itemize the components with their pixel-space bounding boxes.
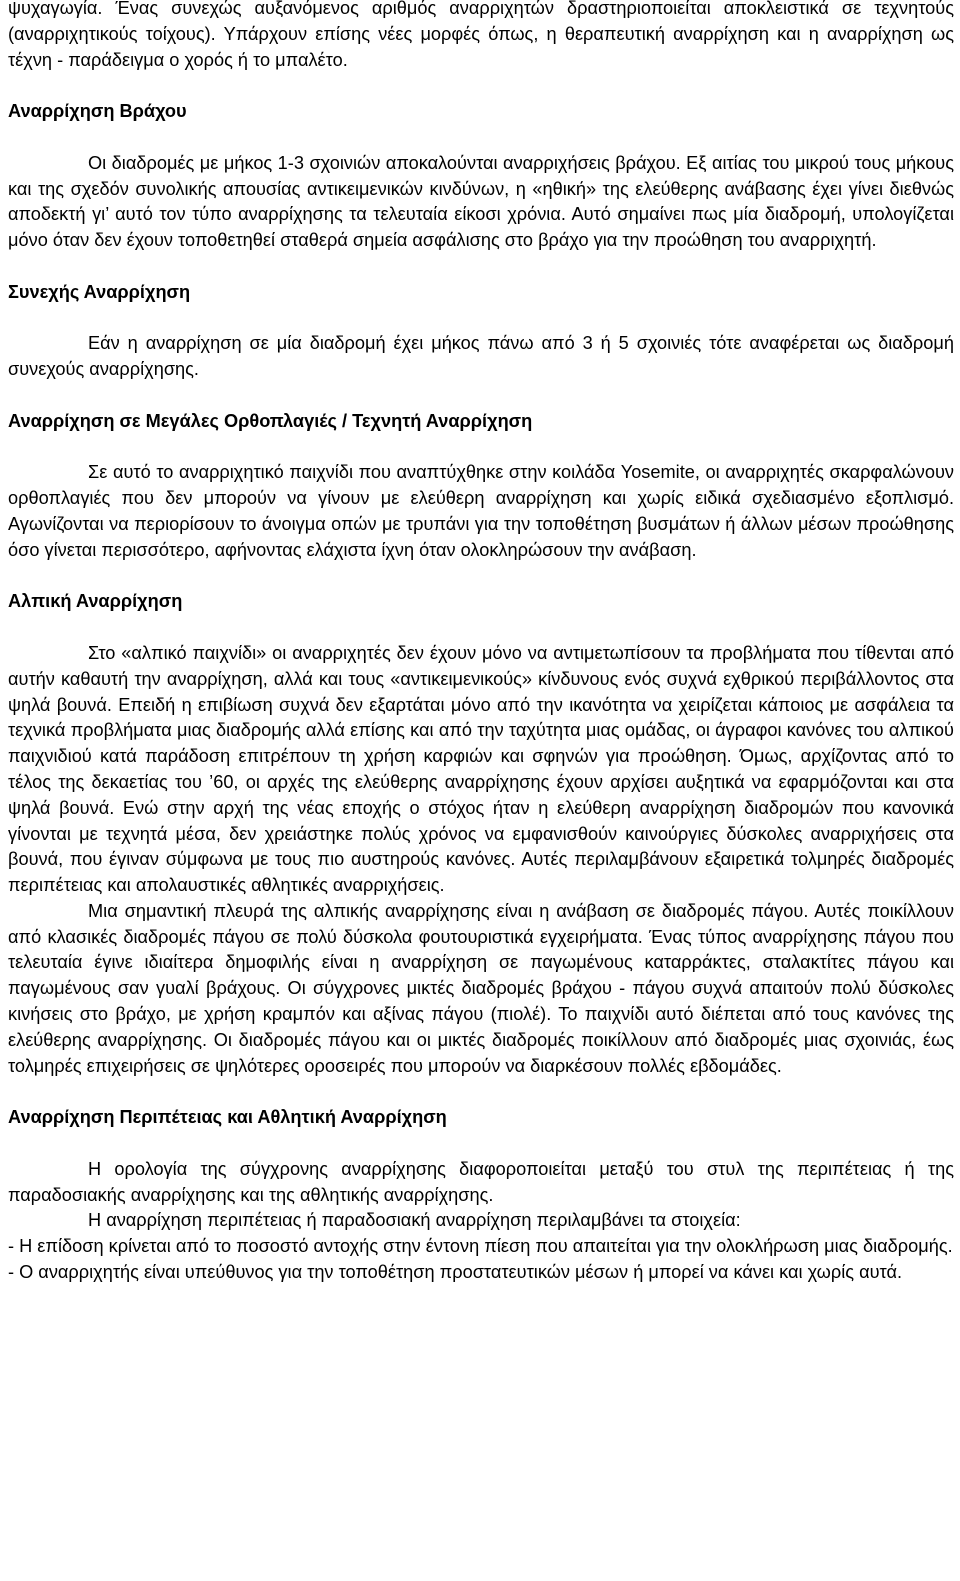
section-heading-adventure: Αναρρίχηση Περιπέτειας και Αθλητική Αναρρίχηση: [8, 1107, 447, 1128]
intro-paragraph: ψυχαγωγία. Ένας συνεχώς αυξανόμενος αριθμός αναρριχητών δραστηριοποιείται αποκλειστικά σε τεχνητούς (αναρριχητικούς τοίχους). Υπάρχουν επίσης νέες μορφές όπως, η θεραπευτική αναρρίχηση και η αναρρίχηση ως τέχνη - παράδειγμα ο χορός ή το μπαλέτο.: [8, 0, 954, 70]
adventure-paragraph-1: Η ορολογία της σύγχρονης αναρρίχησης διαφοροποιείται μεταξύ του στυλ της περιπέτειας ή της παραδοσιακής αναρρίχησης και της αθλητικής αναρρίχησης.: [8, 1158, 954, 1205]
list-item: - Η επίδοση κρίνεται από το ποσοστό αντοχής στην έντονη πίεση που απαιτείται για την ολοκλήρωση μιας διαδρομής.: [8, 1236, 953, 1257]
section-heading-alpine: Αλπική Αναρρίχηση: [8, 591, 183, 612]
section-heading-bouldering: Αναρρίχηση Βράχου: [8, 101, 187, 122]
alpine-paragraph-2: Μια σημαντική πλευρά της αλπικής αναρρίχησης είναι η ανάβαση σε διαδρομές πάγου. Αυτές ποικίλλουν από κλασικές διαδρομές πάγου σε πολύ δύσκολα φουτουριστικά εγχειρήματα. Ένας τύπος αναρρίχησης πάγου που τελευταία έγινε ιδιαίτερα δημοφιλής είναι η αναρρίχηση σε παγωμένους καταρράκτες, σταλακτίτες πάγου και παγωμένους σαν γυαλί βράχους. Οι σύγχρονες μικτές διαδρομές βράχου - πάγου συχνά απαιτούν πολύ δύσκολες κινήσεις στο βράχο, με χρήση κραμπόν και αξίνας πάγου (πιολέ). Το παιχνίδι αυτό διέπεται από τους κανόνες της ελεύθερης αναρρίχησης. Οι διαδρομές πάγου και οι μικτές διαδρομές ποικίλλουν από διαδρομές μιας σχοινιάς, έως τολμηρές επιχειρήσεις σε ψηλότερες οροσειρές που μπορούν να διαρκέσουν πολλές εβδομάδες.: [8, 900, 954, 1076]
alpine-paragraph-1: Στο «αλπικό παιχνίδι» οι αναρριχητές δεν έχουν μόνο να αντιμετωπίσουν τα προβλήματα που τίθενται από αυτήν καθαυτή την αναρρίχηση, αλλά και τους «αντικειμενικούς» κίνδυνους ενός συχνά εχθρικού περιβάλλοντος στα ψηλά βουνά. Επειδή η επιβίωση συχνά δεν εξαρτάται μόνο από την ικανότητα να χειρίζεται κάποιος με ασφάλεια τα τεχνικά προβλήματα μιας διαδρομής αλλά επίσης και από την ταχύτητα μιας ομάδας, οι άγραφοι κανόνες του αλπικού παιχνιδιού κατά παράδοση επιτρέπουν τη χρήση καρφιών και σφηνών για προώθηση. Όμως, αρχίζοντας από το τέλος της δεκαετίας του ’60, οι αρχές της ελεύθερης αναρρίχησης έχουν αρχίσει αυξητικά να εφαρμόζονται και στα ψηλά βουνά. Ενώ στην αρχή της νέας εποχής ο στόχος ήταν η ελεύθερη αναρρίχηση διαδρομών που κανονικά γίνονται με τεχνητά μέσα, δεν χρειάστηκε πολύς χρόνος να εμφανισθούν καινούργιες δύσκολες αναρριχήσεις στα βουνά, που έγιναν σύμφωνα με τους πιο αυστηρούς κανόνες. Αυτές περιλαμβάνουν εξαιρετικά τολμηρές διαδρομές περιπέτειας και απολαυστικές αθλητικές αναρριχήσεις.: [8, 642, 954, 896]
section-heading-continuous: Συνεχής Αναρρίχηση: [8, 281, 191, 302]
adventure-paragraph-2: Η αναρρίχηση περιπέτειας ή παραδοσιακή αναρρίχηση περιλαμβάνει τα στοιχεία:: [88, 1210, 741, 1231]
continuous-paragraph: Εάν η αναρρίχηση σε μία διαδρομή έχει μήκος πάνω από 3 ή 5 σχοινιές τότε αναφέρεται ως διαδρομή συνεχούς αναρρίχησης.: [8, 333, 954, 380]
list-item: - Ο αναρριχητής είναι υπεύθυνος για την τοποθέτηση προστατευτικών μέσων ή μπορεί να κάνει και χωρίς αυτά.: [8, 1262, 903, 1283]
bigwall-paragraph: Σε αυτό το αναρριχητικό παιχνίδι που αναπτύχθηκε στην κοιλάδα Yosemite, οι αναρριχητές σκαρφαλώνουν ορθοπλαγιές που δεν μπορούν να γίνουν με ελεύθερη αναρρίχηση και χωρίς ειδικά σχεδιασμένο εξοπλισμό. Αγωνίζονται να περιορίσουν το άνοιγμα οπών με τρυπάνι για την τοποθέτηση βυσμάτων ή άλλων μέσων προώθησης όσο γίνεται περισσότερο, αφήνοντας ελάχιστα ίχνη όταν ολοκληρώσουν την ανάβαση.: [8, 462, 954, 560]
bouldering-paragraph: Οι διαδρομές με μήκος 1-3 σχοινιών αποκαλούνται αναρριχήσεις βράχου. Εξ αιτίας του μικρού τους μήκους και της σχεδόν συνολικής απουσίας αντικειμενικών κινδύνων, η «ηθική» της ελεύθερης ανάβασης έχει γίνει διεθνώς αποδεκτή γι’ αυτό τον τύπο αναρρίχησης τα τελευταία είκοσι χρόνια. Αυτό σημαίνει πως μία διαδρομή, υπολογίζεται μόνο όταν δεν έχουν τοποθετηθεί σταθερά σημεία ασφάλισης στο βράχο για την προώθηση του αναρριχητή.: [8, 152, 954, 251]
section-heading-bigwall: Αναρρίχηση σε Μεγάλες Ορθοπλαγιές / Τεχνητή Αναρρίχηση: [8, 410, 533, 431]
